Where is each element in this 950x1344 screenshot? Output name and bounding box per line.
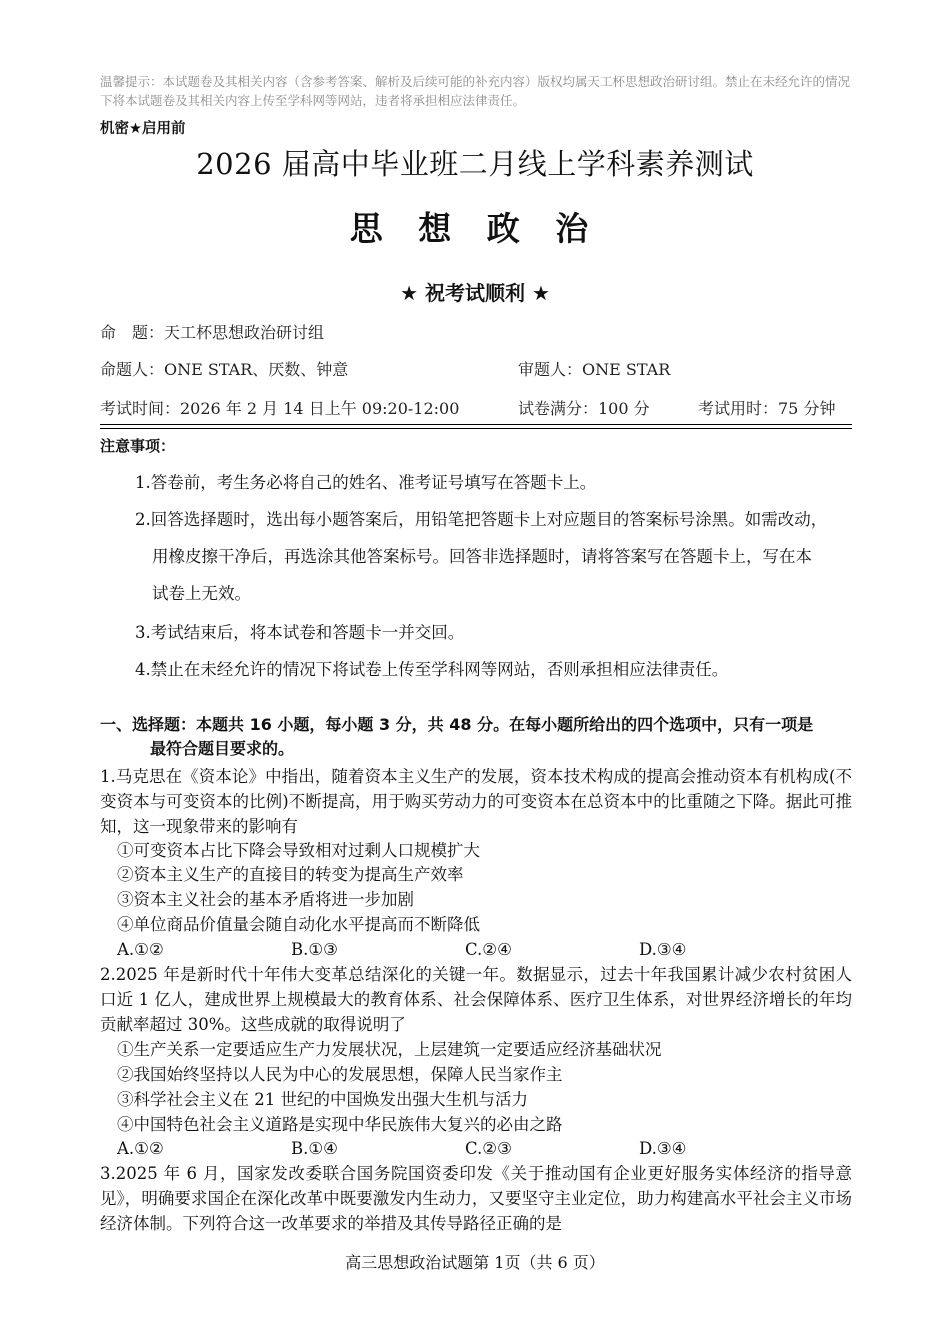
question-1-statement-1: ①可变资本占比下降会导致相对过剩人口规模扩大 xyxy=(117,841,480,860)
question-1-choice-b[interactable]: B.①③ xyxy=(291,940,338,959)
note-4: 4.禁止在未经允许的情况下将试卷上传至学科网等网站，否则承担相应法律责任。 xyxy=(135,660,729,679)
note-1: 1.答卷前，考生务必将自己的姓名、准考证号填写在答题卡上。 xyxy=(135,473,597,492)
question-1-statement-2: ②资本主义生产的直接目的转变为提高生产效率 xyxy=(117,865,464,884)
question-2-statement-1: ①生产关系一定要适应生产力发展状况，上层建筑一定要适应经济基础状况 xyxy=(117,1040,662,1059)
note-2-line-3: 试卷上无效。 xyxy=(152,584,251,603)
question-2-choice-a[interactable]: A.①② xyxy=(117,1139,164,1158)
question-1-choice-c[interactable]: C.②④ xyxy=(465,940,512,959)
proposer-unit: 命 题：天工杯思想政治研讨组 xyxy=(100,323,325,342)
exam-duration: 考试用时：75 分钟 xyxy=(698,399,836,418)
page-title: 2026 届高中毕业班二月线上学科素养测试 xyxy=(196,147,754,181)
section-heading xyxy=(100,713,852,761)
question-1-statement-3: ③资本主义社会的基本矛盾将进一步加剧 xyxy=(117,890,414,909)
secret-label: 机密★启用前 xyxy=(100,121,186,137)
divider-top xyxy=(100,424,852,425)
subject-title: 思 想 政 治 xyxy=(349,209,601,248)
question-3-stem: 3.2025 年 6 月，国家发改委联合国务院国资委印发《关于推动国有企业更好服务实体经济的指导意见》，明确要求国企在深化改革中既要激发内生动力，又要坚守主业定位，助力构建高水平社会主义市场经济体制。下列符合这一改革要求的举措及其传导路径正确的是 xyxy=(100,1164,852,1233)
question-2-statement-3: ③科学社会主义在 21 世纪的中国焕发出强大生机与活力 xyxy=(117,1090,528,1109)
page-footer: 高三思想政治试题第 1页（共 6 页） xyxy=(345,1253,605,1272)
question-2-statement-4: ④中国特色社会主义道路是实现中华民族伟大复兴的必由之路 xyxy=(117,1115,563,1134)
question-1-choice-d[interactable]: D.③④ xyxy=(639,940,687,959)
question-2-stem: 2.2025 年是新时代十年伟大变革总结深化的关键一年。数据显示，过去十年我国累计减少农村贫困人口近 1 亿人，建成世界上规模最大的教育体系、社会保障体系、医疗卫生体系，对世界经济增长的年均贡献率超过 30%。这些成就的取得说明了 xyxy=(100,965,852,1034)
proposers: 命题人：ONE STAR、厌数、钟意 xyxy=(100,360,349,379)
section-heading-line-2: 最符合题目要求的。 xyxy=(150,739,295,758)
question-2-choice-b[interactable]: B.①④ xyxy=(291,1139,338,1158)
question-1-choice-a[interactable]: A.①② xyxy=(117,940,164,959)
question-2-choice-c[interactable]: C.②③ xyxy=(465,1139,512,1158)
reviewer: 审题人：ONE STAR xyxy=(518,360,671,379)
note-2-line-1: 2.回答选择题时，选出每小题答案后，用铅笔把答题卡上对应题目的答案标号涂黑。如需改动， xyxy=(135,510,828,529)
question-1-statement-4: ④单位商品价值量会随自动化水平提高而不断降低 xyxy=(117,915,480,934)
note-3: 3.考试结束后，将本试卷和答题卡一并交回。 xyxy=(135,623,465,642)
full-score: 试卷满分：100 分 xyxy=(518,399,650,418)
question-2-statement-2: ②我国始终坚持以人民为中心的发展思想，保障人民当家作主 xyxy=(117,1065,563,1084)
note-2-line-2: 用橡皮擦干净后，再选涂其他答案标号。回答非选择题时，请将答案写在答题卡上，写在本 xyxy=(152,547,812,566)
question-2-choice-d[interactable]: D.③④ xyxy=(639,1139,687,1158)
question-1-stem: 1.马克思在《资本论》中指出，随着资本主义生产的发展，资本技术构成的提高会推动资本有机构成(不变资本与可变资本的比例)不断提高，用于购买劳动力的可变资本在总资本中的比重随之下降。据此可推知，这一现象带来的影响有 xyxy=(100,767,852,836)
copyright-notice: 温馨提示：本试题卷及其相关内容（含参考答案、解析及后续可能的补充内容）版权均属天工杯思想政治研讨组。禁止在未经允许的情况下将本试题卷及其相关内容上传至学科网等网站，违者将承担相应法律责任。 xyxy=(100,74,851,108)
divider-bottom xyxy=(100,428,852,429)
section-heading-line-1: 一、选择题：本题共 16 小题，每小题 3 分，共 48 分。在每小题所给出的四个选项中，只有一项是 xyxy=(100,715,814,734)
notes-title: 注意事项： xyxy=(100,437,176,455)
wish-line: ★ 祝考试顺利 ★ xyxy=(400,281,550,305)
exam-time: 考试时间：2026 年 2 月 14 日上午 09:20-12:00 xyxy=(100,399,460,418)
